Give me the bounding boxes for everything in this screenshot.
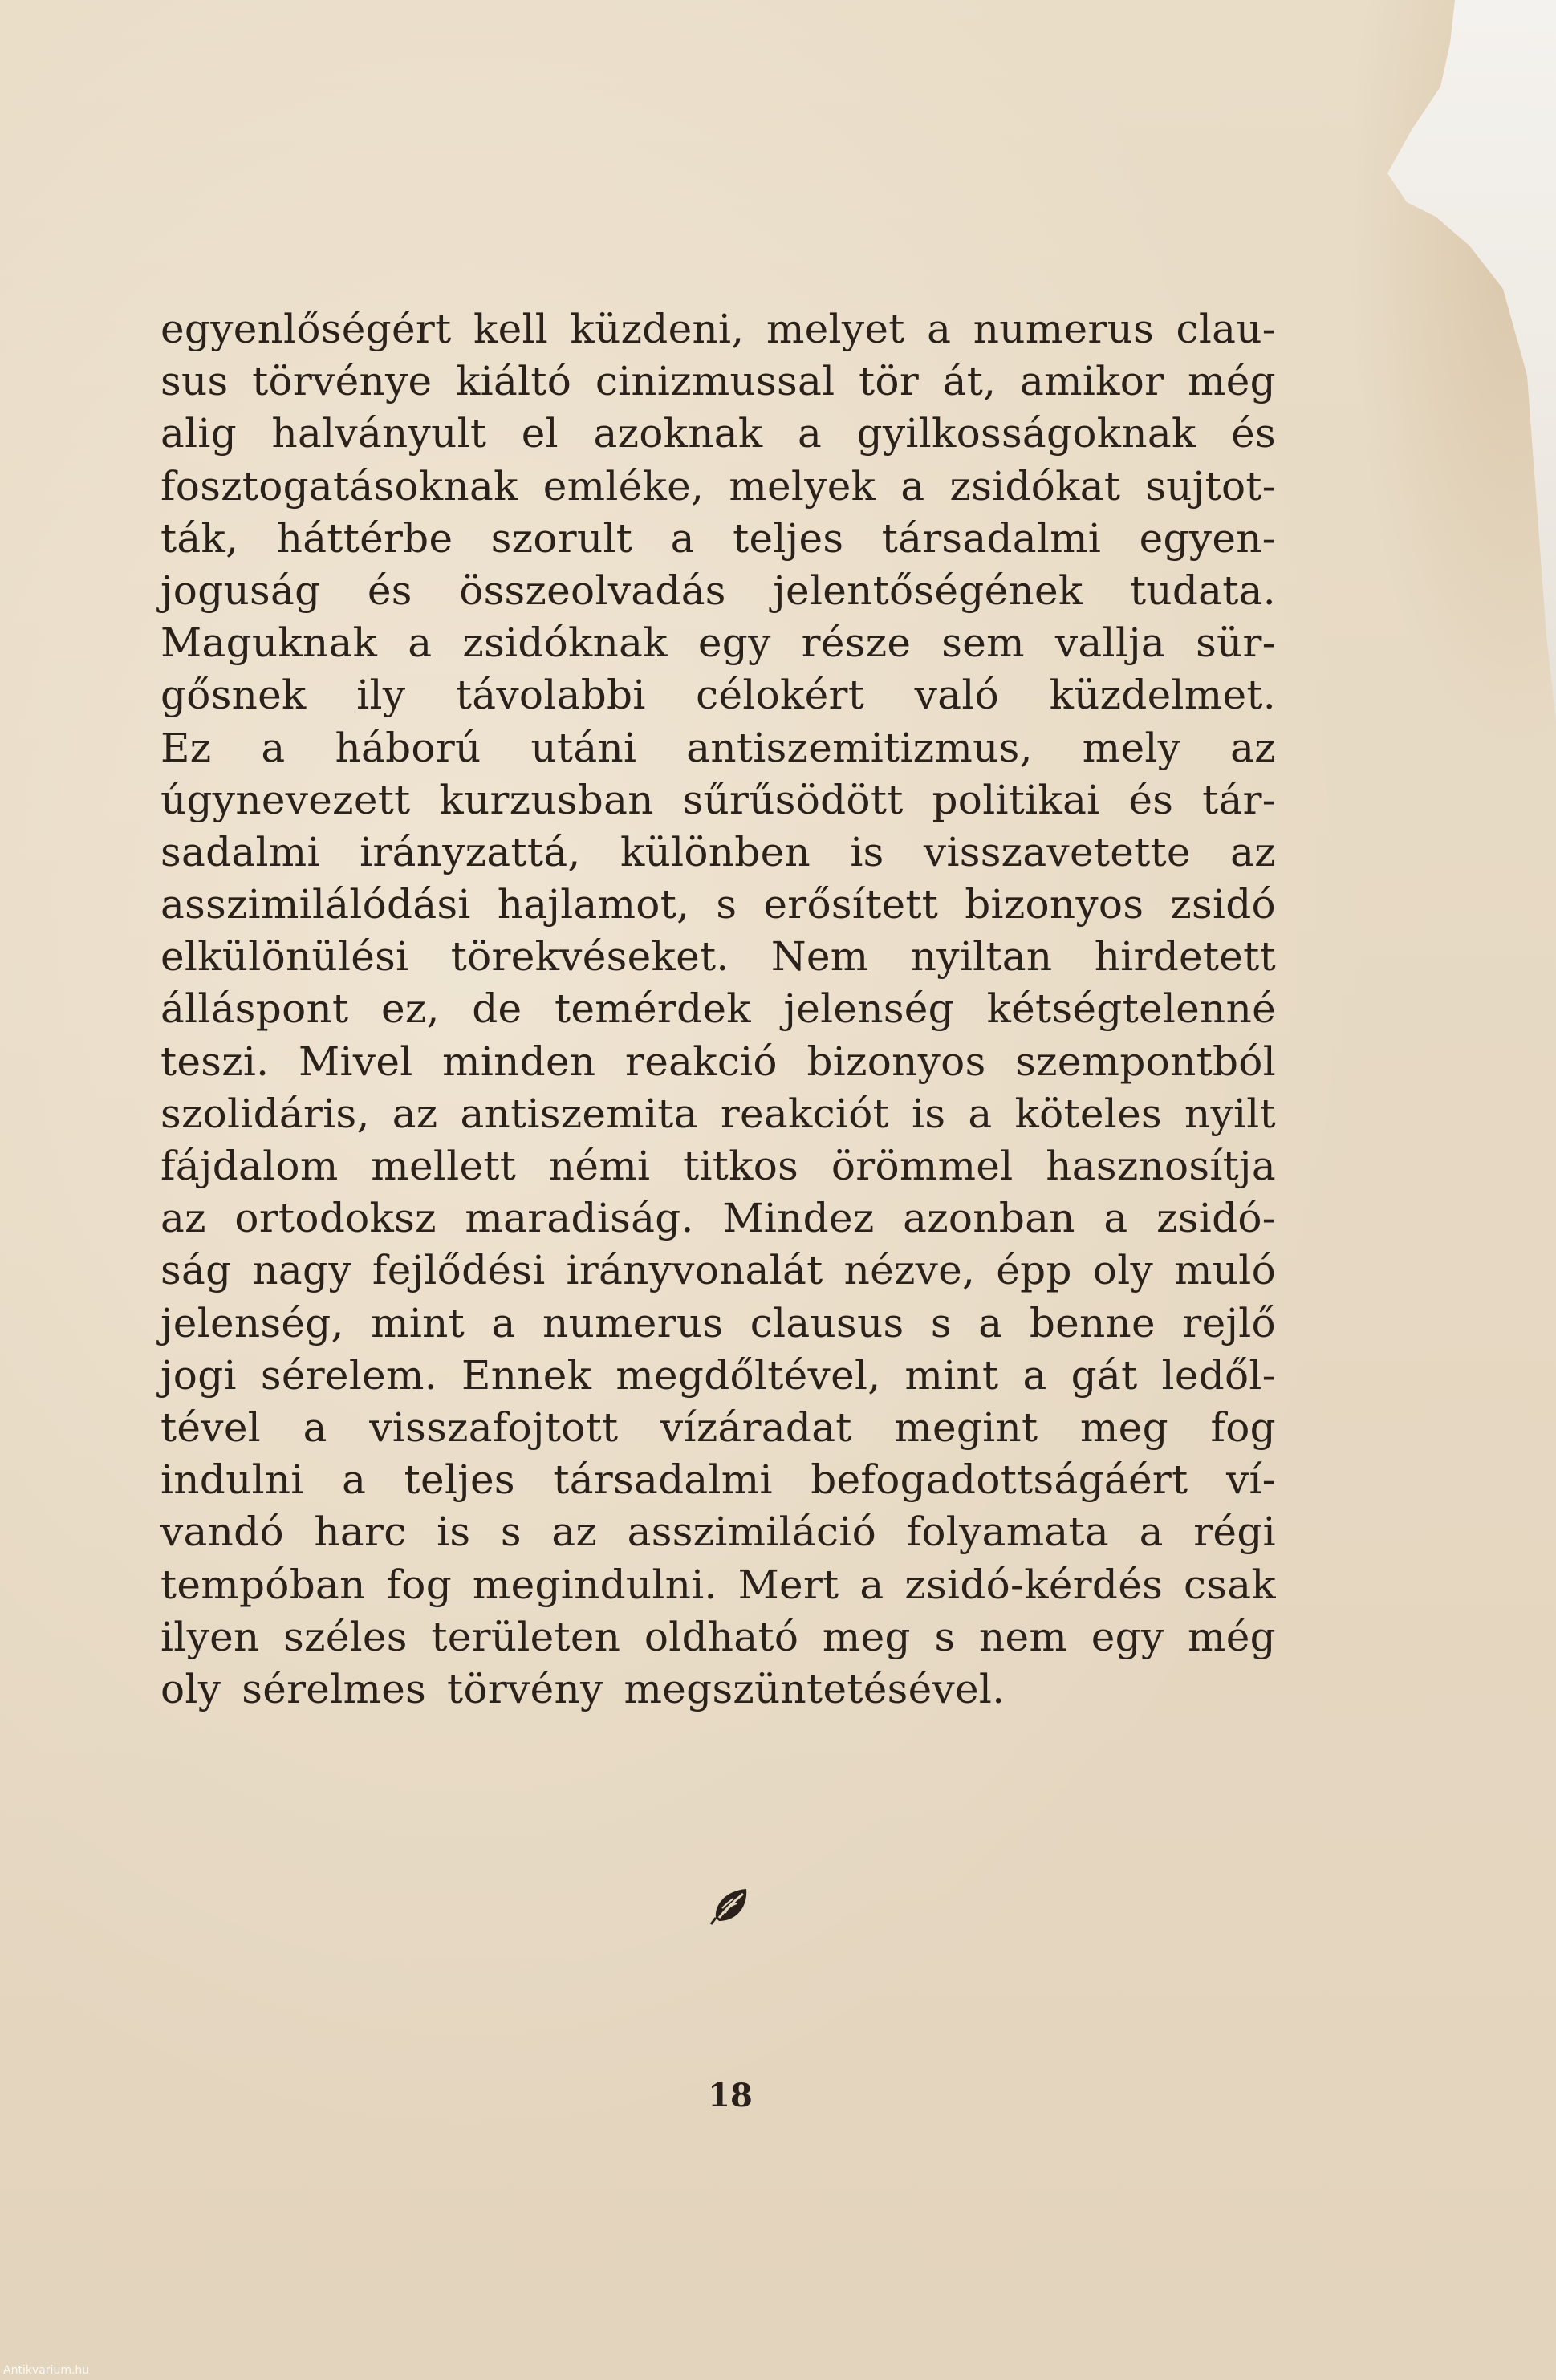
- word: Ennek: [461, 1351, 592, 1399]
- word: jelentőségének: [773, 567, 1083, 614]
- word: a: [1022, 1351, 1047, 1399]
- word: reakciót: [720, 1090, 890, 1137]
- word: át,: [942, 358, 997, 405]
- word: ví-: [1225, 1456, 1276, 1504]
- word: s: [934, 1613, 956, 1660]
- word: Maguknak: [160, 619, 378, 667]
- word: hirdetett: [1094, 933, 1276, 981]
- word: cinizmussal: [595, 358, 835, 405]
- word: s: [930, 1299, 952, 1346]
- word: nézve,: [843, 1247, 976, 1294]
- word: sem: [941, 619, 1025, 667]
- word: köteles: [1014, 1090, 1162, 1137]
- word: törvény: [447, 1665, 603, 1712]
- word: örömmel: [831, 1143, 1014, 1189]
- word: összeolvadás: [459, 567, 726, 614]
- word: hajlamot,: [497, 881, 690, 928]
- word: ták,: [160, 514, 239, 562]
- word: a: [408, 619, 433, 667]
- word: a: [859, 1561, 884, 1608]
- word: sujtot-: [1145, 462, 1276, 510]
- text-line: [160, 827, 1276, 879]
- word: indulni: [160, 1456, 304, 1504]
- word: gyilkosságoknak: [856, 410, 1196, 457]
- word: ság: [160, 1247, 232, 1294]
- word: tempóban: [160, 1561, 366, 1608]
- word: vandó: [160, 1509, 284, 1556]
- word: mint: [371, 1299, 465, 1346]
- word: egy: [697, 619, 771, 667]
- word: megint: [894, 1403, 1038, 1451]
- word: teljes: [404, 1456, 515, 1504]
- leaf-ornament-icon: [708, 1881, 756, 1929]
- word: a: [797, 410, 823, 457]
- word: zsidóknak: [462, 619, 668, 667]
- word: álláspont: [160, 985, 349, 1033]
- word: a: [491, 1299, 516, 1346]
- word: az: [160, 1195, 206, 1242]
- text-line: [160, 1454, 1276, 1506]
- word: is: [850, 828, 884, 875]
- text-line: [160, 669, 1276, 721]
- word: joguság: [160, 567, 321, 614]
- word: kurzusban: [439, 776, 654, 823]
- word: vallja: [1054, 619, 1166, 667]
- text-line: [160, 1192, 1276, 1245]
- word: maradiság.: [465, 1195, 694, 1242]
- word: kell: [473, 306, 549, 352]
- word: sür-: [1196, 619, 1276, 667]
- text-line: [160, 983, 1276, 1035]
- word: ilyen: [160, 1613, 260, 1660]
- word: harc: [314, 1509, 407, 1556]
- word: is: [437, 1509, 471, 1556]
- text-line: [160, 1088, 1276, 1140]
- text-line: [160, 1140, 1276, 1192]
- word: sus: [160, 358, 229, 405]
- word: temérdek: [555, 985, 751, 1033]
- word: hasznosítja: [1046, 1143, 1276, 1189]
- word: mellett: [371, 1143, 517, 1189]
- word: a: [342, 1456, 367, 1504]
- word: politikai: [932, 776, 1100, 823]
- word: területen: [431, 1613, 621, 1660]
- text-line: [160, 722, 1276, 774]
- word: a: [261, 724, 286, 771]
- word: sérelem.: [260, 1351, 437, 1399]
- word: és: [1128, 776, 1174, 823]
- word: befogadottságáért: [811, 1456, 1188, 1504]
- word: megszüntetésével.: [624, 1665, 1006, 1712]
- word: ily: [356, 672, 406, 719]
- word: amikor: [1020, 358, 1164, 405]
- word: távolabbi: [455, 672, 646, 719]
- text-line: [160, 303, 1276, 355]
- word: antiszemitizmus,: [686, 724, 1033, 771]
- word: irányzattá,: [360, 828, 581, 875]
- word: el: [521, 410, 559, 457]
- word: ez,: [380, 985, 440, 1033]
- text-line: [160, 1559, 1276, 1611]
- word: tével: [160, 1403, 262, 1451]
- word: való: [914, 672, 1000, 719]
- word: visszavetette: [923, 828, 1191, 875]
- word: rejlő: [1182, 1299, 1276, 1346]
- text-line: [160, 879, 1276, 931]
- word: oldható: [644, 1613, 799, 1660]
- text-line: [160, 1402, 1276, 1454]
- text-line: [160, 774, 1276, 827]
- word: antiszemita: [460, 1090, 698, 1137]
- word: bizonyos: [806, 1038, 986, 1085]
- word: társadalmi: [553, 1456, 773, 1504]
- word: vízáradat: [660, 1403, 852, 1451]
- word: küzdelmet.: [1049, 672, 1276, 719]
- word: fog: [386, 1561, 453, 1608]
- word: társadalmi: [881, 514, 1102, 562]
- word: a: [670, 514, 695, 562]
- word: kiáltó: [456, 358, 572, 405]
- word: alig: [160, 410, 237, 457]
- body-text: [160, 303, 1276, 1716]
- word: jogi: [160, 1351, 237, 1399]
- word: oly: [1092, 1247, 1154, 1294]
- word: régi: [1193, 1509, 1276, 1556]
- word: minden: [442, 1038, 596, 1085]
- word: teszi.: [160, 1038, 270, 1085]
- word: a: [1139, 1509, 1164, 1556]
- word: Mert: [737, 1561, 839, 1608]
- word: fog: [1210, 1403, 1276, 1451]
- word: ortodoksz: [234, 1195, 437, 1242]
- word: titkos: [683, 1143, 799, 1189]
- text-line: [160, 513, 1276, 565]
- word: egyenlőségért: [160, 306, 452, 352]
- word: fosztogatásoknak: [160, 462, 518, 510]
- word: és: [1231, 410, 1276, 457]
- word: tár-: [1202, 776, 1276, 823]
- word: melyet: [766, 306, 905, 352]
- word: mint: [904, 1351, 999, 1399]
- text-line: [160, 1245, 1276, 1297]
- word: mely: [1082, 724, 1181, 771]
- word: az: [392, 1090, 438, 1137]
- word: jelenség,: [160, 1299, 344, 1346]
- word: célokért: [696, 672, 865, 719]
- word: meg: [822, 1613, 911, 1660]
- word: oly: [160, 1665, 221, 1712]
- word: szolidáris,: [160, 1090, 370, 1137]
- word: zsidó-: [1156, 1195, 1276, 1242]
- word: széles: [283, 1613, 408, 1660]
- word: az: [1230, 724, 1276, 771]
- word: a: [900, 462, 925, 510]
- text-line: [160, 408, 1276, 460]
- word: sérelmes: [242, 1665, 427, 1712]
- word: zsidó: [1170, 881, 1276, 928]
- word: szempontból: [1015, 1038, 1276, 1085]
- word: némi: [548, 1143, 651, 1189]
- word: a: [968, 1090, 993, 1137]
- word: gősnek: [160, 672, 307, 719]
- word: bizonyos: [965, 881, 1144, 928]
- word: teljes: [733, 514, 844, 562]
- word: része: [801, 619, 912, 667]
- text-line: [160, 1036, 1276, 1088]
- text-line: [160, 1663, 1276, 1716]
- word: de: [472, 985, 522, 1033]
- word: Mivel: [299, 1038, 413, 1085]
- word: gát: [1071, 1351, 1138, 1399]
- word: halványult: [271, 410, 487, 457]
- word: muló: [1174, 1247, 1276, 1294]
- word: háttérbe: [276, 514, 453, 562]
- word: irányvonalát: [566, 1247, 823, 1294]
- word: fájdalom: [160, 1143, 339, 1189]
- word: Ez: [160, 724, 212, 771]
- word: a: [303, 1403, 327, 1451]
- word: küzdeni,: [570, 306, 745, 352]
- word: Nem: [770, 933, 869, 981]
- word: háború: [335, 724, 481, 771]
- word: épp: [996, 1247, 1072, 1294]
- word: még: [1187, 358, 1276, 405]
- word: nagy: [252, 1247, 351, 1294]
- word: tör: [859, 358, 920, 405]
- word: nem: [979, 1613, 1068, 1660]
- text-line: [160, 1506, 1276, 1558]
- word: utáni: [530, 724, 637, 771]
- word: kétségtelenné: [986, 985, 1276, 1033]
- word: és: [367, 567, 412, 614]
- word: azoknak: [593, 410, 763, 457]
- word: s: [500, 1509, 522, 1556]
- word: megdőltével,: [615, 1351, 881, 1399]
- word: reakció: [625, 1038, 778, 1085]
- text-line: [160, 461, 1276, 513]
- word: numerus: [542, 1299, 724, 1346]
- word: emléke,: [542, 462, 705, 510]
- word: folyamata: [906, 1509, 1110, 1556]
- word: egyen-: [1139, 514, 1276, 562]
- word: zsidó-kérdés: [904, 1561, 1164, 1608]
- word: szorult: [490, 514, 633, 562]
- word: nyilt: [1184, 1090, 1276, 1137]
- word: különben: [620, 828, 811, 875]
- word: ledől-: [1161, 1351, 1276, 1399]
- word: meg: [1079, 1403, 1168, 1451]
- word: visszafojtott: [369, 1403, 619, 1451]
- word: úgynevezett: [160, 776, 411, 823]
- word: a: [978, 1299, 1003, 1346]
- text-line: [160, 1350, 1276, 1402]
- text-line: [160, 355, 1276, 408]
- page-number: 18: [708, 2077, 753, 2114]
- word: Mindez: [722, 1195, 875, 1242]
- word: nyiltan: [910, 933, 1053, 981]
- word: a: [927, 306, 952, 352]
- word: erősített: [763, 881, 939, 928]
- text-line: [160, 617, 1276, 669]
- word: benne: [1029, 1299, 1156, 1346]
- word: azonban: [903, 1195, 1075, 1242]
- text-line: [160, 1298, 1276, 1350]
- word: sűrűsödött: [682, 776, 904, 823]
- word: zsidókat: [949, 462, 1121, 510]
- word: egy: [1091, 1613, 1164, 1660]
- word: is: [912, 1090, 946, 1137]
- word: az: [551, 1509, 598, 1556]
- word: tudata.: [1129, 567, 1276, 614]
- word: törvénye: [252, 358, 433, 405]
- word: s: [716, 881, 737, 928]
- word: asszimiláció: [627, 1509, 877, 1556]
- word: még: [1188, 1613, 1276, 1660]
- word: sadalmi: [160, 828, 320, 875]
- word: asszimilálódási: [160, 881, 471, 928]
- word: clausus: [750, 1299, 904, 1346]
- word: fejlődési: [372, 1247, 546, 1294]
- word: numerus: [973, 306, 1155, 352]
- text-line: [160, 1611, 1276, 1663]
- word: csak: [1183, 1561, 1276, 1608]
- watermark: Antikvarium.hu: [3, 2364, 90, 2377]
- text-line: [160, 565, 1276, 617]
- text-line: [160, 931, 1276, 983]
- word: törekvéseket.: [450, 933, 729, 981]
- word: jelenség: [783, 985, 954, 1033]
- word: a: [1103, 1195, 1128, 1242]
- word: melyek: [729, 462, 876, 510]
- word: clau-: [1176, 306, 1276, 352]
- word: az: [1230, 828, 1276, 875]
- word: megindulni.: [472, 1561, 717, 1608]
- word: elkülönülési: [160, 933, 409, 981]
